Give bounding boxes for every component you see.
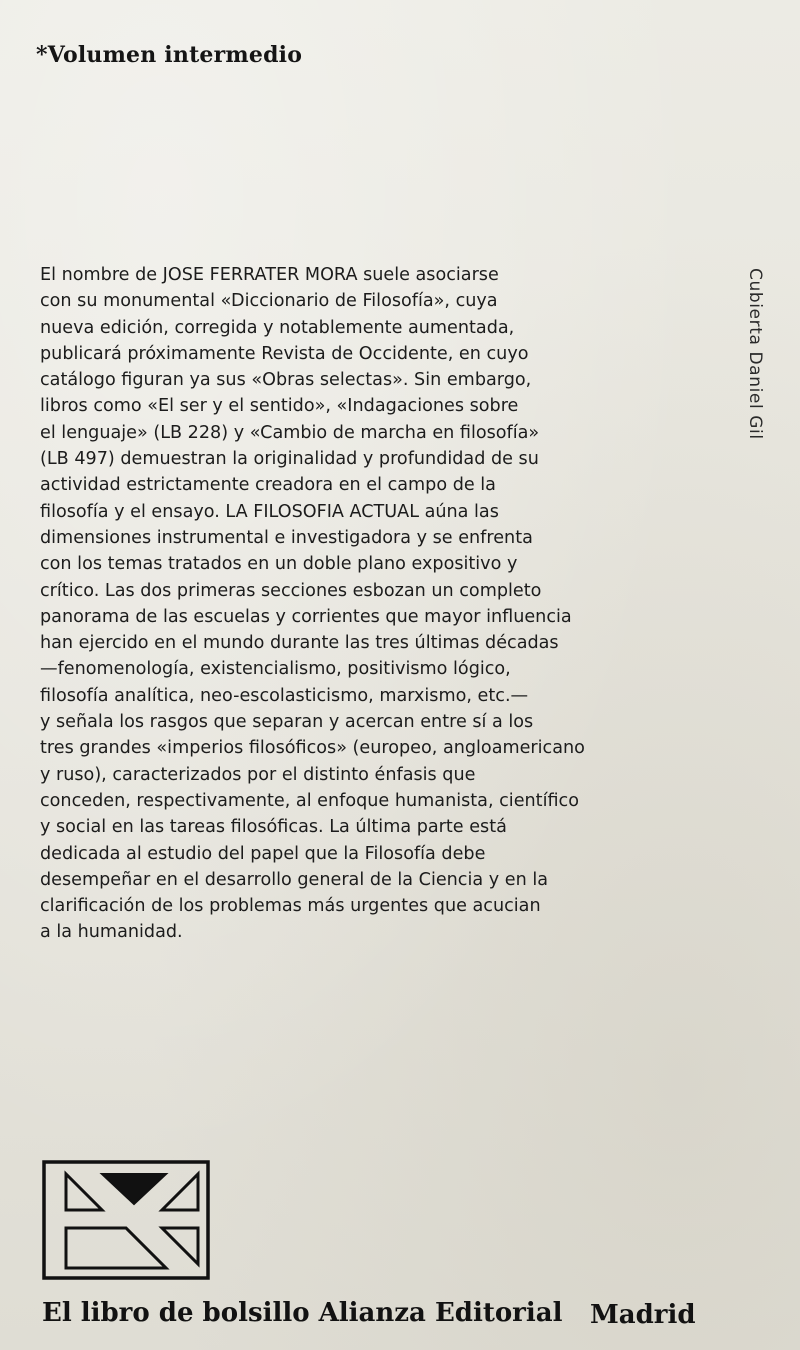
back-cover-blurb <box>40 262 680 946</box>
logo-triangle-top-right <box>162 1174 198 1210</box>
blurb-line: crítico. Las dos primeras secciones esbozan un completo <box>40 580 542 601</box>
blurb-line: actividad estrictamente creadora en el campo de la <box>40 475 496 496</box>
blurb-line: clarificación de los problemas más urgentes que acucian <box>40 896 541 917</box>
logo-triangle-top-left <box>66 1174 102 1210</box>
blurb-line: dedicada al estudio del papel que la Filosofía debe <box>40 843 486 864</box>
blurb-line: (LB 497) demuestran la originalidad y profundidad de su <box>40 449 539 470</box>
blurb-line: desempeñar en el desarrollo general de la Ciencia y en la <box>40 869 548 890</box>
volume-label: *Volumen intermedio <box>36 42 303 68</box>
blurb-line: filosofía y el ensayo. LA FILOSOFIA ACTUAL aúna las <box>40 501 499 522</box>
alianza-editorial-logo-icon <box>42 1160 210 1280</box>
blurb-line: el lenguaje» (LB 228) y «Cambio de marcha en filosofía» <box>40 422 540 443</box>
blurb-line: —fenomenología, existencialismo, positivismo lógico, <box>40 659 511 680</box>
blurb-line: y social en las tareas filosóficas. La última parte está <box>40 817 507 838</box>
blurb-line: catálogo figuran ya sus «Obras selectas». Sin embargo, <box>40 370 532 391</box>
blurb-line: con los temas tratados en un doble plano expositivo y <box>40 554 518 575</box>
blurb-line: con su monumental «Diccionario de Filosofía», cuya <box>40 291 498 312</box>
blurb-line: tres grandes «imperios filosóficos» (europeo, angloamericano <box>40 738 585 759</box>
blurb-line: dimensiones instrumental e investigadora y se enfrenta <box>40 527 533 548</box>
blurb-line: libros como «El ser y el sentido», «Indagaciones sobre <box>40 396 519 417</box>
blurb-line: y ruso), caracterizados por el distinto énfasis que <box>40 764 476 785</box>
logo-triangle-center <box>102 1174 166 1204</box>
blurb-line: y señala los rasgos que separan y acercan entre sí a los <box>40 712 534 733</box>
blurb-line: publicará próximamente Revista de Occidente, en cuyo <box>40 343 529 364</box>
publisher-city: Madrid <box>590 1300 696 1330</box>
blurb-line: nueva edición, corregida y notablemente aumentada, <box>40 317 515 338</box>
cover-design-credit: Cubierta Daniel Gil <box>745 268 765 440</box>
blurb-line: a la humanidad. <box>40 922 183 943</box>
blurb-line: han ejercido en el mundo durante las tres últimas décadas <box>40 633 559 654</box>
series-publisher-imprint: El libro de bolsillo Alianza Editorial <box>42 1298 563 1328</box>
blurb-line: conceden, respectivamente, al enfoque humanista, científico <box>40 790 579 811</box>
blurb-line: panorama de las escuelas y corrientes que mayor influencia <box>40 606 572 627</box>
logo-triangle-bottom-right <box>162 1228 198 1264</box>
blurb-line: El nombre de JOSE FERRATER MORA suele asociarse <box>40 265 499 285</box>
logo-shape-bottom-left <box>66 1228 166 1268</box>
blurb-line: filosofía analítica, neo-escolasticismo, marxismo, etc.— <box>40 685 529 706</box>
